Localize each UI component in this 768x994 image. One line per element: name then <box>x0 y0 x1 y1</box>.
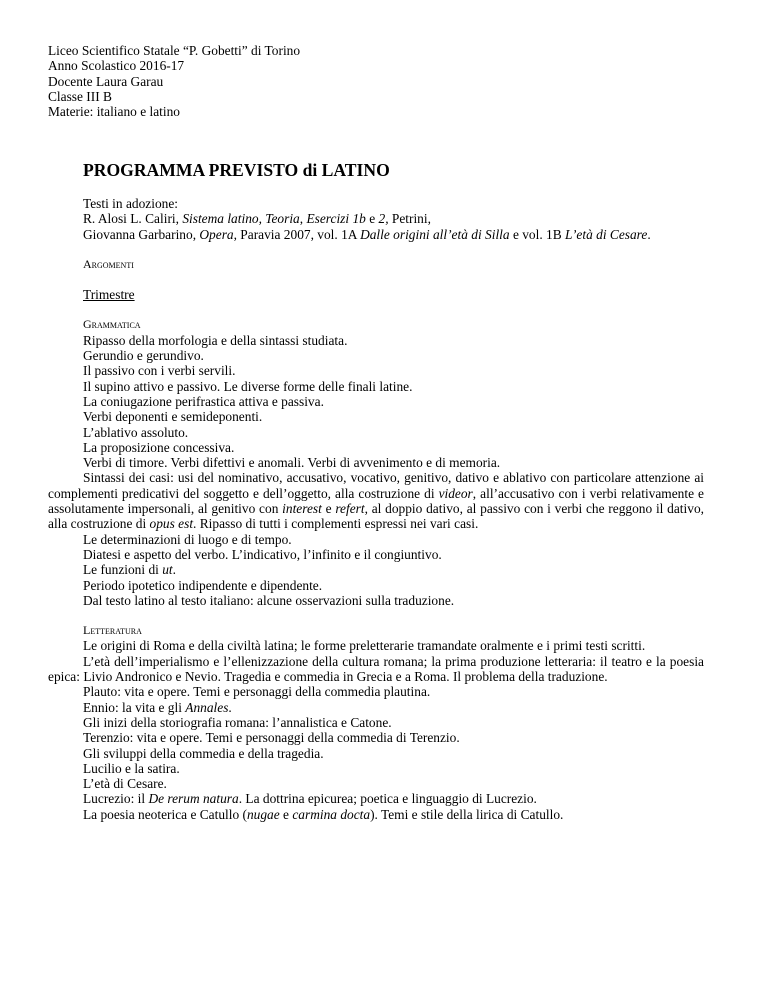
list-item: Terenzio: vita e opere. Temi e personaggi della commedia di Terenzio. <box>83 730 460 746</box>
document-header <box>48 43 300 119</box>
list-item: Gerundio e gerundivo. <box>83 348 204 364</box>
list-item: Verbi di timore. Verbi difettivi e anomali. Verbi di avvenimento e di memoria. <box>83 455 501 471</box>
section-trimestre: Trimestre <box>83 287 135 303</box>
sintassi-paragraph: Sintassi dei casi: usi del nominativo, accusativo, vocativo, genitivo, dativo e ablativo con particolare attenzione ai complementi predicativi del soggetto e dell’oggetto, alla costruzione di videor, all’accusativo con i verbi relativamente e assolutamente impersonali, al genitivo con interest e refert, al doppio dativo, al passivo con i verbi che reggono il dativo, alla costruzione di opus est. Ripasso di tutti i complementi espressi nei vari casi. <box>48 470 704 532</box>
list-item: La proposizione concessiva. <box>83 439 235 455</box>
list-item: Verbi deponenti e semideponenti. <box>83 409 263 425</box>
list-item: Le funzioni di ut. <box>83 562 176 578</box>
list-item: La poesia neoterica e Catullo (nugae e carmina docta). Temi e stile della lirica di Catullo. <box>83 806 564 822</box>
list-item: Lucrezio: il De rerum natura. La dottrina epicurea; poetica e linguaggio di Lucrezio. <box>83 791 537 807</box>
textbook-2: Giovanna Garbarino, Opera, Paravia 2007, vol. 1A Dalle origini all’età di Silla e vol. 1B L’età di Cesare. <box>83 226 651 242</box>
list-item: Gli inizi della storiografia romana: l’annalistica e Catone. <box>83 714 392 730</box>
list-item: Le determinazioni di luogo e di tempo. <box>83 531 292 547</box>
heading-grammatica: Grammatica <box>83 317 141 332</box>
list-item: La coniugazione perifrastica attiva e passiva. <box>83 393 324 409</box>
list-item: Lucilio e la satira. <box>83 760 180 776</box>
section-argomenti: Argomenti <box>83 256 134 271</box>
list-item: Periodo ipotetico indipendente e dipendente. <box>83 577 323 593</box>
textbooks-label: Testi in adozione: <box>83 196 179 211</box>
list-item: Il passivo con i verbi servili. <box>83 363 236 379</box>
list-item: Dal testo latino al testo italiano: alcune osservazioni sulla traduzione. <box>83 592 455 608</box>
list-item: L’età di Cesare. <box>83 776 167 792</box>
class-name: Classe III B <box>48 88 112 104</box>
list-item: Diatesi e aspetto del verbo. L’indicativo, l’infinito e il congiuntivo. <box>83 546 442 562</box>
heading-letteratura: Letteratura <box>83 623 142 638</box>
list-item: Ennio: la vita e gli Annales. <box>83 699 232 715</box>
list-item: Ripasso della morfologia e della sintassi studiata. <box>83 332 348 348</box>
document-body <box>48 160 704 822</box>
teacher-name: Docente Laura Garau <box>48 73 164 89</box>
school-year: Anno Scolastico 2016-17 <box>48 58 185 74</box>
letteratura-paragraph: Le origini di Roma e della civiltà latina; le forme preletterarie tramandate oralmente e i primi testi scritti. <box>83 638 646 654</box>
list-item: Plauto: vita e opere. Temi e personaggi della commedia plautina. <box>83 684 431 700</box>
list-item: Il supino attivo e passivo. Le diverse forme delle finali latine. <box>83 378 413 394</box>
school-name: Liceo Scientifico Statale “P. Gobetti” di Torino <box>48 43 301 58</box>
subjects: Materie: italiano e latino <box>48 104 180 120</box>
list-item: Gli sviluppi della commedia e della tragedia. <box>83 745 324 761</box>
page-title: PROGRAMMA PREVISTO di LATINO <box>83 160 390 180</box>
letteratura-paragraph: L’età dell’imperialismo e l’ellenizzazione della cultura romana; la prima produzione letteraria: il teatro e la poesia epica: Livio Andronico e Nevio. Tragedia e commedia in Grecia e a Roma. Il problema della traduzione. <box>48 653 704 685</box>
textbook-1: R. Alosi L. Caliri, Sistema latino, Teoria, Esercizi 1b e 2, Petrini, <box>83 211 431 227</box>
list-item: L’ablativo assoluto. <box>83 424 189 440</box>
